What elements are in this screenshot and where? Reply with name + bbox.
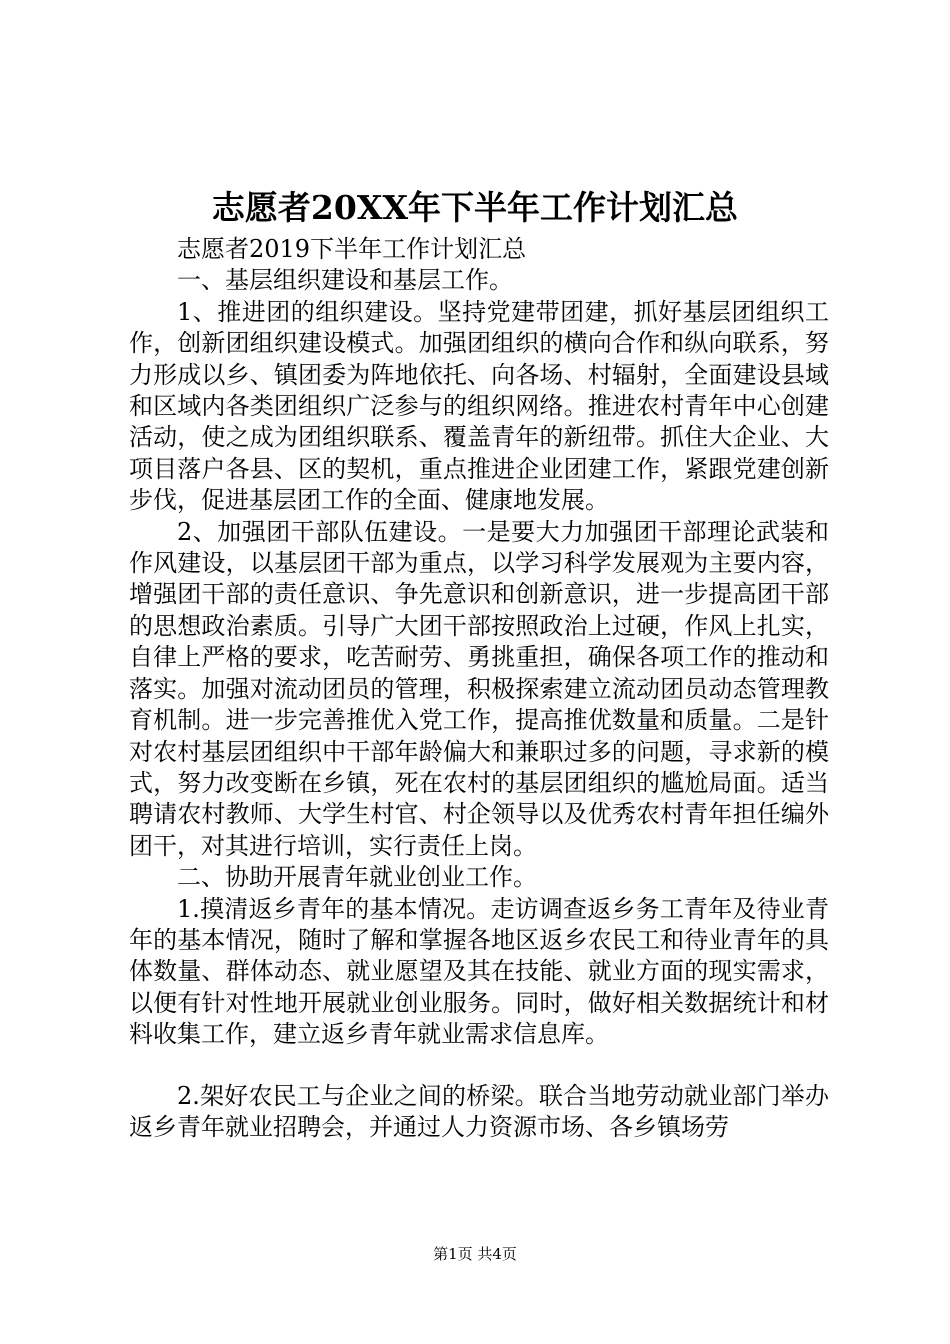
paragraph-section-2-heading: 二、协助开展青年就业创业工作。: [177, 863, 537, 892]
paragraph-item-2-2: 2.架好农民工与企业之间的桥梁。联合当地劳动就业部门举办返乡青年就业招聘会，并通过人力资源市场、各乡镇场劳: [129, 1081, 829, 1141]
document-title: 志愿者20XX年下半年工作计划汇总: [211, 188, 739, 227]
paragraph-subtitle: 志愿者2019下半年工作计划汇总: [177, 235, 527, 263]
paragraph-item-1-2: 2、加强团干部队伍建设。一是要大力加强团干部理论武装和作风建设，以基层团干部为重点，以学习科学发展观为主要内容，增强团干部的责任意识、争先意识和创新意识，进一步提高团干部的思想政治素质。引导广大团干部按照政治上过硬，作风上扎实，自律上严格的要求，吃苦耐劳、勇挑重担，确保各项工作的推动和落实。加强对流动团员的管理，积极探索建立流动团员动态管理教育机制。进一步完善推优入党工作，提高推优数量和质量。二是针对农村基层团组织中干部年龄偏大和兼职过多的问题，寻求新的模式，努力改变断在乡镇，死在农村的基层团组织的尴尬局面。适当聘请农村教师、大学生村官、村企领导以及优秀农村青年担任编外团干，对其进行培训，实行责任上岗。: [129, 517, 829, 860]
document-body: [129, 234, 829, 1143]
page-footer: 第1页 共4页: [433, 1245, 517, 1263]
paragraph-section-1-heading: 一、基层组织建设和基层工作。: [177, 266, 513, 295]
paragraph-item-2-1: 1.摸清返乡青年的基本情况。走访调查返乡务工青年及待业青年的基本情况，随时了解和掌握各地区返乡农民工和待业青年的具体数量、群体动态、就业愿望及其在技能、就业方面的现实需求，以便有针对性地开展就业创业服务。同时，做好相关数据统计和材料收集工作，建立返乡青年就业需求信息库。: [129, 894, 829, 1049]
paragraph-item-1-1: 1、推进团的组织建设。坚持党建带团建，抓好基层团组织工作，创新团组织建设模式。加强团组织的横向合作和纵向联系，努力形成以乡、镇团委为阵地依托、向各场、村辐射，全面建设县域和区域内各类团组织广泛参与的组织网络。推进农村青年中心创建活动，使之成为团组织联系、覆盖青年的新纽带。抓住大企业、大项目落户各县、区的契机，重点推进企业团建工作，紧跟党建创新步伐，促进基层团工作的全面、健康地发展。: [129, 297, 829, 515]
